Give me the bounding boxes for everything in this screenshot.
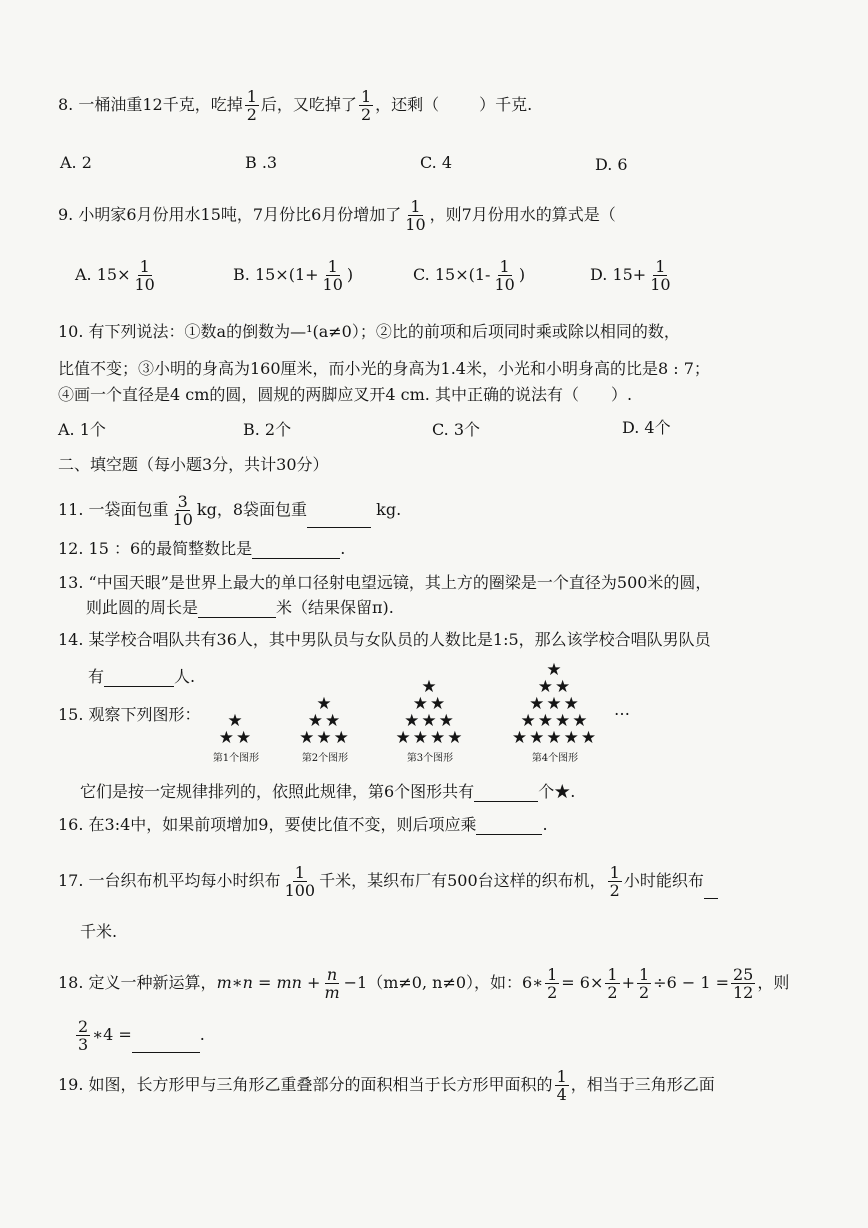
question-text: 如图，长方形甲与三角形乙重叠部分的面积相当于长方形甲面积的 — [88, 1075, 553, 1094]
fraction — [322, 966, 341, 1001]
option-a[interactable] — [75, 258, 159, 293]
numerator: 1 — [294, 863, 305, 882]
question-text: 有 — [88, 667, 105, 686]
question-text: ，则7月份用水的算式是（ — [429, 205, 616, 224]
star-row: ★ — [421, 677, 439, 697]
option-expr: ) — [518, 265, 526, 284]
numerator: 1 — [139, 257, 150, 276]
question-text: 小明家6月份用水15吨，7月份比6月份增加了 — [78, 205, 402, 224]
fraction — [605, 966, 619, 1001]
star-figure-2 — [290, 696, 360, 764]
star-row: ★★★★★ — [511, 728, 599, 748]
fraction — [359, 88, 373, 123]
denominator: 2 — [638, 983, 650, 1002]
figure-caption: 第1个图形 — [212, 753, 260, 764]
question-17-line-2: 千米. — [80, 922, 118, 941]
denominator: 10 — [134, 275, 155, 294]
star-row: ★★ — [307, 711, 343, 731]
denominator: m — [324, 983, 340, 1002]
question-18-line-2: $\frac{2}{3}$ ∗4 = . — [78, 1017, 205, 1054]
question-text: 15 ：6的最简整数比是 — [88, 539, 253, 558]
question-text: ）千克. — [479, 95, 533, 114]
math-expression: + — [621, 973, 635, 992]
question-text: 一台织布机平均每小时织布 — [88, 871, 281, 890]
numerator: 2 — [78, 1017, 89, 1036]
question-18 — [58, 966, 789, 1001]
question-11 — [58, 493, 401, 528]
figure-caption: 第3个图形 — [406, 753, 454, 764]
question-text: 后，又吃掉了 — [260, 95, 357, 114]
question-number: 19. — [58, 1075, 84, 1094]
question-19 — [58, 1068, 715, 1103]
denominator: 100 — [284, 881, 316, 900]
numerator: 1 — [327, 257, 338, 276]
option-c[interactable]: C. 3个 — [432, 420, 481, 439]
question-number: 15. — [58, 705, 84, 724]
question-text: 16. 在3:4中，如果前项增加9，要使比值不变，则后项应乘 — [58, 815, 477, 834]
fraction — [171, 493, 195, 528]
numerator: 1 — [246, 87, 257, 106]
question-text: 小时能织布 — [623, 871, 704, 890]
ellipsis: … — [614, 700, 630, 719]
option-d[interactable]: D. 4个 — [622, 418, 671, 437]
fraction — [133, 258, 157, 293]
question-text: 则此圆的周长是 — [86, 598, 199, 617]
numerator: 1 — [547, 965, 558, 984]
star-row: ★ — [546, 660, 564, 680]
figure-caption: 第2个图形 — [301, 753, 349, 764]
option-expr: 15×(1- — [434, 265, 491, 284]
denominator: 3 — [78, 1035, 89, 1054]
denominator: 4 — [556, 1085, 567, 1104]
answer-blank[interactable] — [104, 670, 174, 687]
star-row: ★★ — [218, 728, 254, 748]
question-text: ，还剩（ — [375, 95, 440, 114]
option-d[interactable] — [590, 258, 675, 293]
math-expression: ∗4 = — [92, 1025, 132, 1044]
star-row: ★★ — [412, 694, 448, 714]
denominator: 10 — [172, 510, 193, 529]
question-text: . — [542, 815, 548, 834]
denominator: 2 — [246, 105, 257, 124]
star-row: ★★ — [537, 677, 573, 697]
question-text: 一桶油重12千克，吃掉 — [78, 95, 243, 114]
option-expr: ) — [346, 265, 354, 284]
section-heading: 二、填空题（每小题3分，共计30分） — [58, 455, 329, 474]
question-17 — [58, 864, 718, 899]
numerator: 3 — [177, 492, 188, 511]
question-14-line-1: 14. 某学校合唱队共有36人，其中男队员与女队员的人数比是1:5，那么该学校合唱队男队员 — [58, 630, 711, 649]
fraction — [731, 966, 755, 1001]
option-label: D. — [590, 265, 608, 284]
numerator: 1 — [556, 1067, 567, 1086]
question-8 — [58, 88, 532, 123]
question-text: 米（结果保留π). — [276, 598, 394, 617]
answer-blank[interactable] — [474, 785, 538, 802]
figure-caption: 第4个图形 — [531, 753, 579, 764]
question-number: 18. — [58, 973, 84, 992]
numerator: 1 — [607, 965, 618, 984]
question-text: 观察下列图形： — [88, 705, 201, 724]
question-9 — [58, 198, 616, 233]
fraction — [492, 258, 516, 293]
option-b[interactable]: B. 2个 — [243, 420, 292, 439]
question-10-line-3: ④画一个直径是4 cm的圆，圆规的两脚应叉开4 cm. 其中正确的说法有（ ）. — [58, 385, 633, 404]
denominator: 2 — [360, 105, 372, 124]
star-row: ★★★★ — [395, 728, 465, 748]
fraction — [555, 1068, 569, 1103]
question-number: 12. — [58, 539, 84, 558]
option-d[interactable]: D. 6 — [595, 155, 628, 174]
question-13-line-1: 13. “中国天眼”是世界上最大的单口径射电望远镜，其上方的圈梁是一个直径为500米的圆， — [58, 573, 712, 592]
star-row: ★★★ — [404, 711, 456, 731]
answer-blank[interactable] — [704, 882, 718, 899]
question-text: . — [340, 539, 346, 558]
answer-blank[interactable] — [132, 1036, 200, 1053]
star-row: ★ — [316, 694, 334, 714]
answer-blank[interactable] — [252, 542, 340, 559]
question-10-line-1: 10. 有下列说法：①数a的倒数为—¹(a≠0）；②比的前项和后项同时乘或除以相同的数， — [58, 322, 680, 341]
fraction — [545, 966, 559, 1001]
star-row: ★ — [227, 711, 245, 731]
option-a[interactable]: A. 1个 — [58, 420, 106, 439]
fraction — [608, 864, 622, 899]
answer-blank[interactable] — [476, 818, 542, 835]
numerator: 1 — [609, 863, 620, 882]
question-14-line-2 — [88, 667, 195, 687]
star-figure-4 — [505, 662, 605, 764]
option-expr: 15+ — [612, 265, 647, 284]
numerator: 1 — [655, 257, 666, 276]
denominator: 10 — [322, 275, 343, 294]
denominator: 2 — [547, 983, 558, 1002]
answer-blank[interactable] — [198, 601, 276, 618]
denominator: 10 — [494, 275, 515, 294]
denominator: 2 — [607, 983, 618, 1002]
math-expression: −1（m≠0, n≠0），如：6∗ — [343, 973, 544, 992]
numerator: n — [326, 965, 338, 984]
question-10-line-2: 比值不变；③小明的身高为160厘米，而小光的身高为1.4米，小光和小明身高的比是8 : 7； — [58, 359, 710, 378]
numerator: 1 — [360, 87, 372, 106]
question-text: 它们是按一定规律排列的，依照此规律，第6个图形共有 — [80, 782, 475, 801]
question-text: 个★. — [538, 782, 576, 801]
star-row: ★★★ — [299, 728, 351, 748]
numerator: 1 — [410, 197, 421, 216]
option-label: B. — [233, 265, 250, 284]
option-expr: 15× — [96, 265, 131, 284]
question-text: ，则 — [757, 973, 790, 992]
numerator: 1 — [638, 965, 650, 984]
question-text: ，相当于三角形乙面 — [570, 1075, 715, 1094]
fraction — [283, 864, 318, 899]
math-expression: = 6× — [561, 973, 604, 992]
question-text: 一袋面包重 — [88, 500, 169, 519]
answer-blank[interactable] — [307, 511, 371, 528]
math-expression: ÷6 − 1 = — [653, 973, 729, 992]
star-row: ★★★★ — [520, 711, 590, 731]
question-number: 11. — [58, 500, 84, 519]
option-c[interactable] — [413, 258, 525, 293]
question-text: kg，8袋面包重 — [196, 500, 308, 519]
option-b[interactable]: B .3 — [245, 153, 278, 172]
option-a[interactable]: A. 2 — [60, 153, 92, 172]
question-number: 9. — [58, 205, 74, 224]
star-figure-1 — [206, 713, 266, 764]
numerator: 1 — [499, 257, 510, 276]
fraction — [76, 1018, 90, 1053]
star-figure-3 — [385, 679, 475, 764]
question-text: 人. — [174, 667, 196, 686]
option-b[interactable] — [233, 258, 353, 293]
question-number: 8. — [58, 95, 74, 114]
question-text: kg. — [376, 500, 402, 519]
denominator: 12 — [733, 983, 754, 1002]
question-number: 17. — [58, 871, 84, 890]
denominator: 10 — [650, 275, 671, 294]
question-15-line-2 — [80, 782, 575, 802]
fraction — [403, 198, 427, 233]
option-expr: 15×(1+ — [254, 265, 319, 284]
option-label: C. — [413, 265, 430, 284]
math-expression: m∗n = mn + — [216, 973, 321, 992]
question-text: 千米，某织布厂有500台这样的织布机， — [319, 871, 606, 890]
option-c[interactable]: C. 4 — [420, 153, 453, 172]
fraction — [637, 966, 651, 1001]
fraction — [648, 258, 672, 293]
numerator: 25 — [733, 965, 754, 984]
question-text: 定义一种新运算， — [88, 973, 217, 992]
star-row: ★★★ — [529, 694, 581, 714]
question-12 — [58, 539, 345, 559]
denominator: 2 — [609, 881, 620, 900]
option-label: A. — [75, 265, 92, 284]
question-16 — [58, 815, 548, 835]
fraction — [245, 88, 259, 123]
question-13-line-2 — [86, 598, 394, 618]
denominator: 10 — [405, 215, 426, 234]
fraction — [321, 258, 345, 293]
question-15 — [58, 705, 201, 725]
